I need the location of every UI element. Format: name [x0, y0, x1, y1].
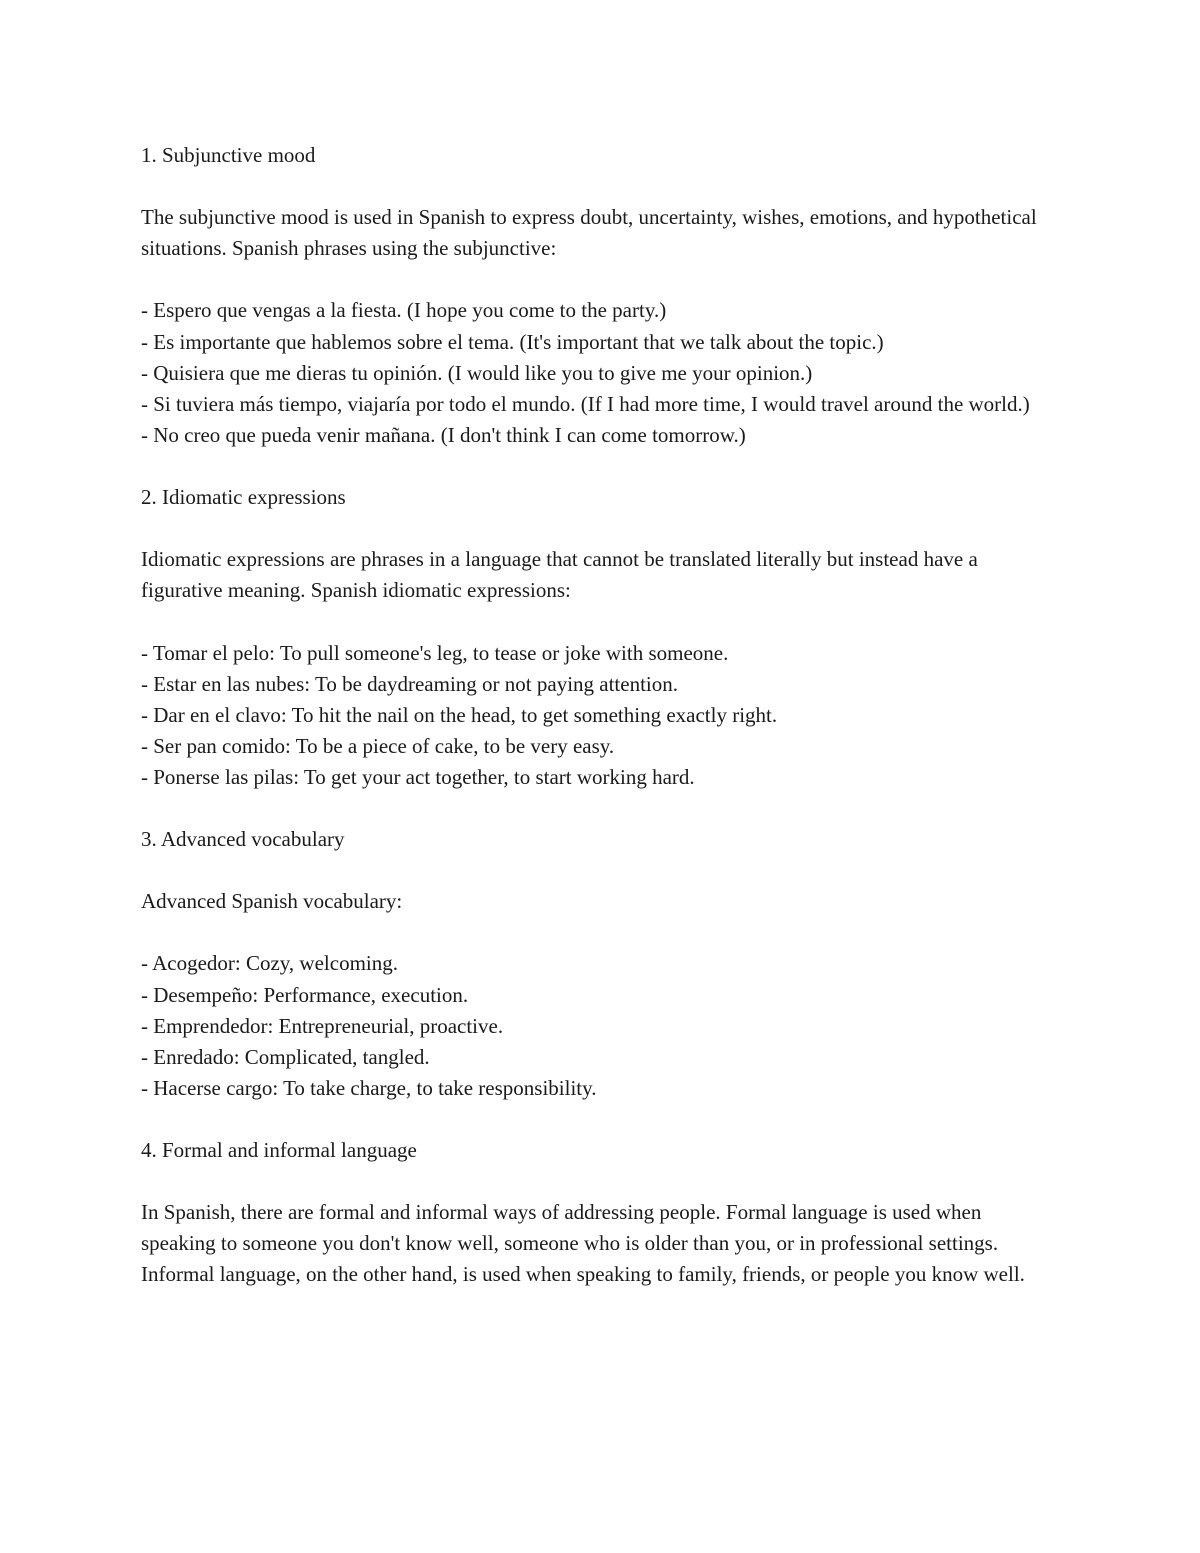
list-item: - Quisiera que me dieras tu opinión. (I would like you to give me your opinion.): [141, 360, 813, 385]
list-item: - No creo que pueda venir mañana. (I don't think I can come tomorrow.): [141, 422, 746, 447]
section-intro-formal-informal: In Spanish, there are formal and informal ways of addressing people. Formal language is used when speaking to someone you don't know well, someone who is older than you, or in professional settings. Informal language, on the other hand, is used when speaking to family, friends, or people you know well.: [141, 1200, 1025, 1287]
list-item: - Emprendedor: Entrepreneurial, proactive.: [141, 1013, 504, 1038]
section-intro-vocabulary: Advanced Spanish vocabulary:: [141, 889, 403, 914]
section-heading-formal-informal: 4. Formal and informal language: [141, 1138, 417, 1162]
list-item: - Enredado: Complicated, tangled.: [141, 1044, 430, 1069]
list-item: - Tomar el pelo: To pull someone's leg, to tease or joke with someone.: [141, 640, 729, 665]
section-intro-subjunctive: The subjunctive mood is used in Spanish to express doubt, uncertainty, wishes, emotions, and hypothetical situations. Spanish phrases using the subjunctive:: [141, 205, 1037, 261]
spacer: [141, 171, 1046, 202]
list-item: - Dar en el clavo: To hit the nail on the head, to get something exactly right.: [141, 702, 778, 727]
spacer: [141, 451, 1046, 482]
spacer: [141, 917, 1046, 948]
list-item: - Desempeño: Performance, execution.: [141, 982, 469, 1007]
list-item: - Hacerse cargo: To take charge, to take responsibility.: [141, 1075, 597, 1100]
section-heading-vocabulary: 3. Advanced vocabulary: [141, 827, 345, 852]
section-intro-idiomatic: Idiomatic expressions are phrases in a language that cannot be translated literally but instead have a figurative meaning. Spanish idiomatic expressions:: [141, 547, 978, 603]
list-item: - Acogedor: Cozy, welcoming.: [141, 951, 398, 976]
list-item: - Espero que vengas a la fiesta. (I hope you come to the party.): [141, 298, 667, 323]
list-item: - Si tuviera más tiempo, viajaría por todo el mundo. (If I had more time, I would travel around the world.): [141, 391, 1030, 416]
list-item: - Ponerse las pilas: To get your act together, to start working hard.: [141, 764, 695, 789]
list-item: - Es importante que hablemos sobre el tema. (It's important that we talk about the topic.): [141, 329, 884, 354]
spacer: [141, 264, 1046, 295]
spacer: [141, 1166, 1046, 1197]
document-body: [141, 140, 1046, 1290]
spacer: [141, 1104, 1046, 1135]
spacer: [141, 513, 1046, 544]
list-item: - Estar en las nubes: To be daydreaming or not paying attention.: [141, 671, 679, 696]
section-heading-subjunctive: 1. Subjunctive mood: [141, 143, 316, 167]
section-heading-idiomatic: 2. Idiomatic expressions: [141, 485, 346, 510]
spacer: [141, 606, 1046, 637]
list-item: - Ser pan comido: To be a piece of cake, to be very easy.: [141, 733, 615, 758]
spacer: [141, 793, 1046, 824]
spacer: [141, 855, 1046, 886]
